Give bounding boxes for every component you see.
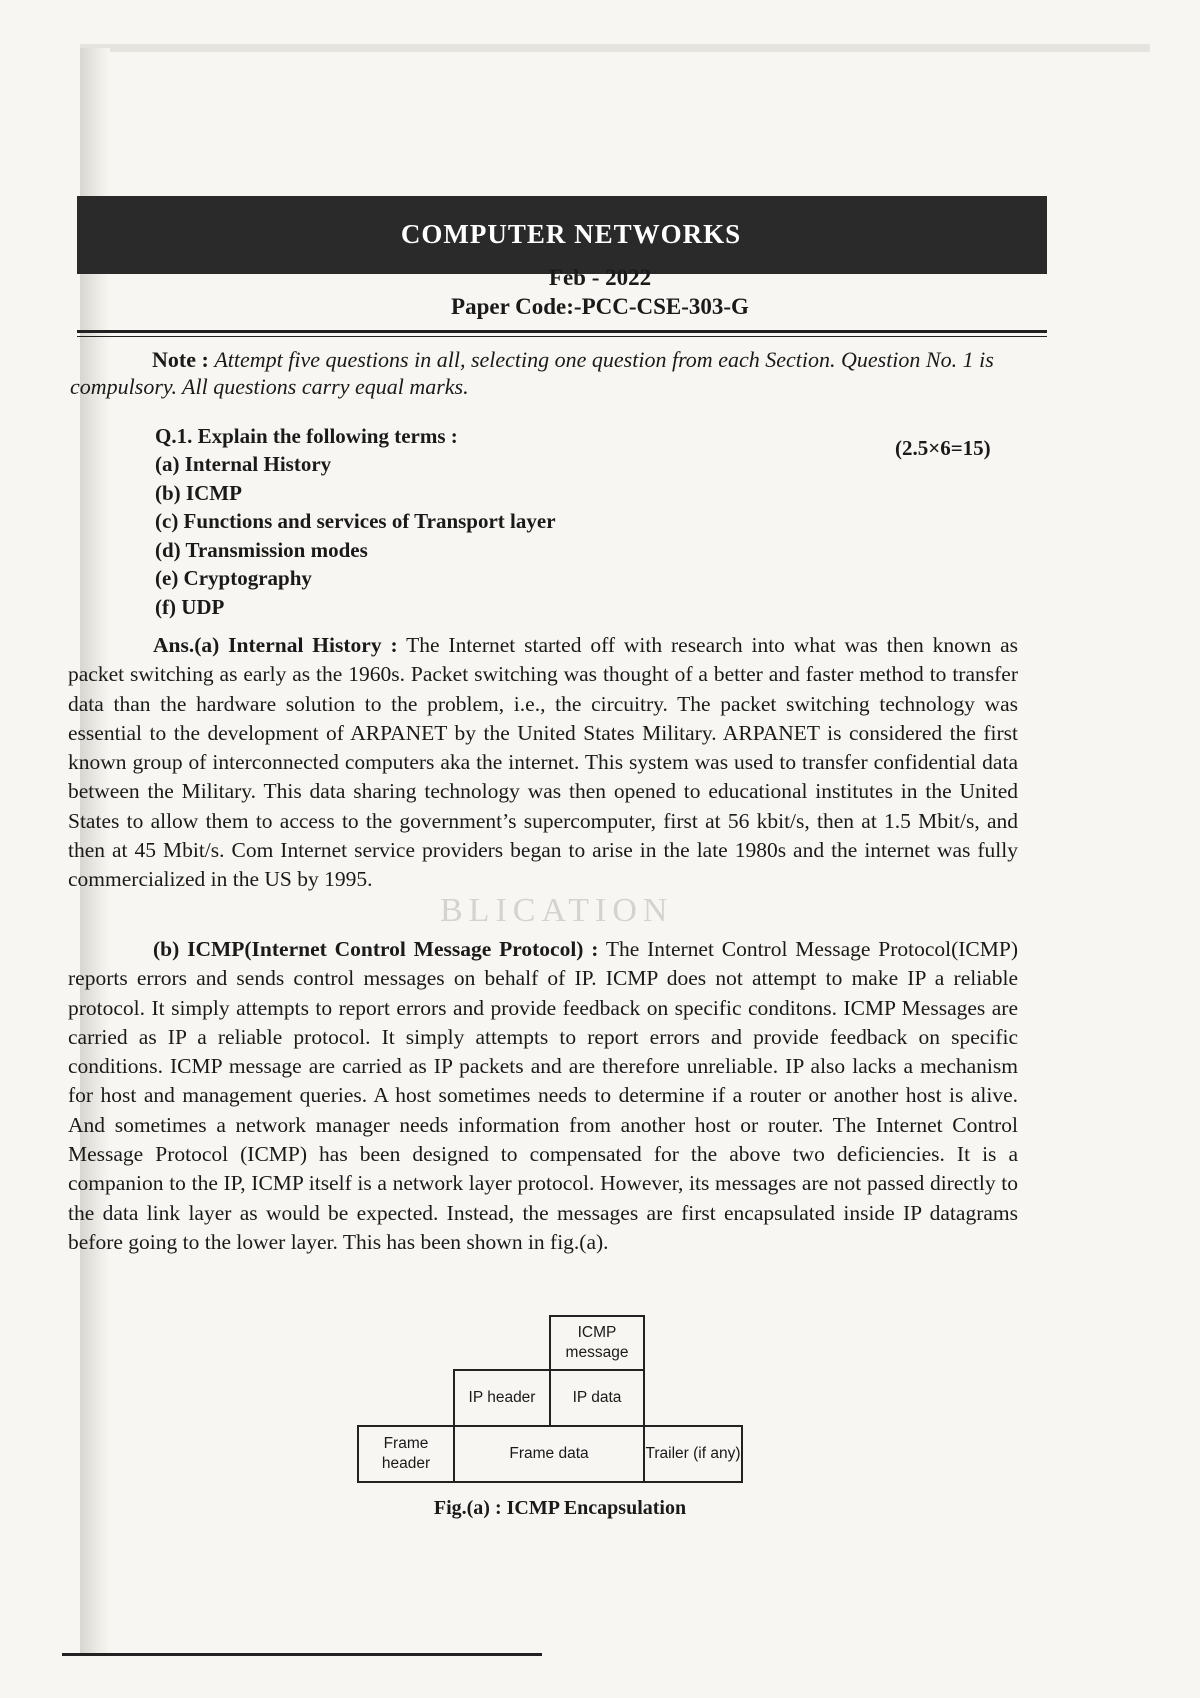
instructions-note [70,346,1020,400]
ip-data-box: IP data [549,1369,645,1427]
question-item: (a) Internal History [155,452,332,476]
answer-a-paragraph [68,631,1018,895]
page-edge-top [80,44,1150,52]
answer-a-heading: Ans.(a) Internal History : [153,633,398,657]
question-item: (b) ICMP [155,480,242,505]
header-rule-thin [77,336,1047,337]
paper-code: Paper Code:-PCC-CSE-303-G [451,294,749,319]
answer-a-text: The Internet started off with research into what was then known as packet switching as early as the 1960s. Packet switching was thought of a better and faster method to transfer data than the hardware solution to the problem, i.e., the circuitry. The packet switching technology was essential to the development of ARPANET by the United States Military. ARPANET is considered the first known group of interconnected computers aka the internet. This system was used to transfer confidential data between the Military. This data sharing technology was then opened to educational institutes in the United States to allow them to access to the government’s supercomputer, first at 56 kbit/s, then at 1.5 Mbit/s, and then at 45 Mbit/s. Com Internet service providers began to arise in the late 1980s and the internet was fully commercialized in the US by 1995. [68,633,1018,892]
ip-header-box: IP header [453,1369,551,1427]
question-item: (c) Functions and services of Transport layer [155,509,556,533]
exam-date: Feb - 2022 [548,265,652,290]
icmp-encapsulation-diagram [355,1315,755,1485]
icmp-message-box: ICMP message [549,1315,645,1371]
answer-b-heading: (b) ICMP(Internet Control Message Protocol) : [153,937,599,961]
question-item: (f) UDP [155,594,225,619]
question-item: (d) Transmission modes [155,537,368,562]
page-title: COMPUTER NETWORKS [385,219,757,250]
frame-header-box: Frame header [357,1425,455,1483]
question-marks: (2.5×6=15) [895,436,991,460]
question-items [155,450,556,621]
footer-rule [62,1653,542,1656]
trailer-box: Trailer (if any) [643,1425,743,1483]
question-item: (e) Cryptography [155,566,312,590]
note-label: Note : [152,347,209,372]
watermark: BLICATION [440,892,674,929]
answer-b-text: The Internet Control Message Protocol(ICMP) reports errors and sends control messages on behalf of IP. ICMP does not attempt to make IP a reliable protocol. It simply attempts to report errors and provide feedback on specific conditons. ICMP Messages are carried as IP a reliable protocol. It simply attempts to report errors and provide feedback on specific conditions. ICMP message are carried as IP packets and are therefore unreliable. IP also lacks a mechanism for host and management queries. A host sometimes needs to determine if a router or another host is alive. And sometimes a network manager needs information from another host or router. The Internet Control Message Protocol (ICMP) has been designed to compensated for the above two deficiencies. It is a companion to the IP, ICMP itself is a network layer protocol. However, its messages are not passed directly to the data link layer as would be expected. Instead, the messages are first encapsulated inside IP datagrams before going to the lower layer. This has been shown in fig.(a). [68,937,1019,1254]
question-title: Q.1. Explain the following terms : [155,424,458,448]
frame-data-box: Frame data [453,1425,645,1483]
figure-caption: Fig.(a) : ICMP Encapsulation [433,1497,687,1519]
note-text: Attempt five questions in all, selecting one question from each Section. Question No. 1 is compulsory. All questions carry equal marks. [70,347,994,399]
header-rule [77,330,1047,333]
answer-b-paragraph [68,935,1018,1257]
